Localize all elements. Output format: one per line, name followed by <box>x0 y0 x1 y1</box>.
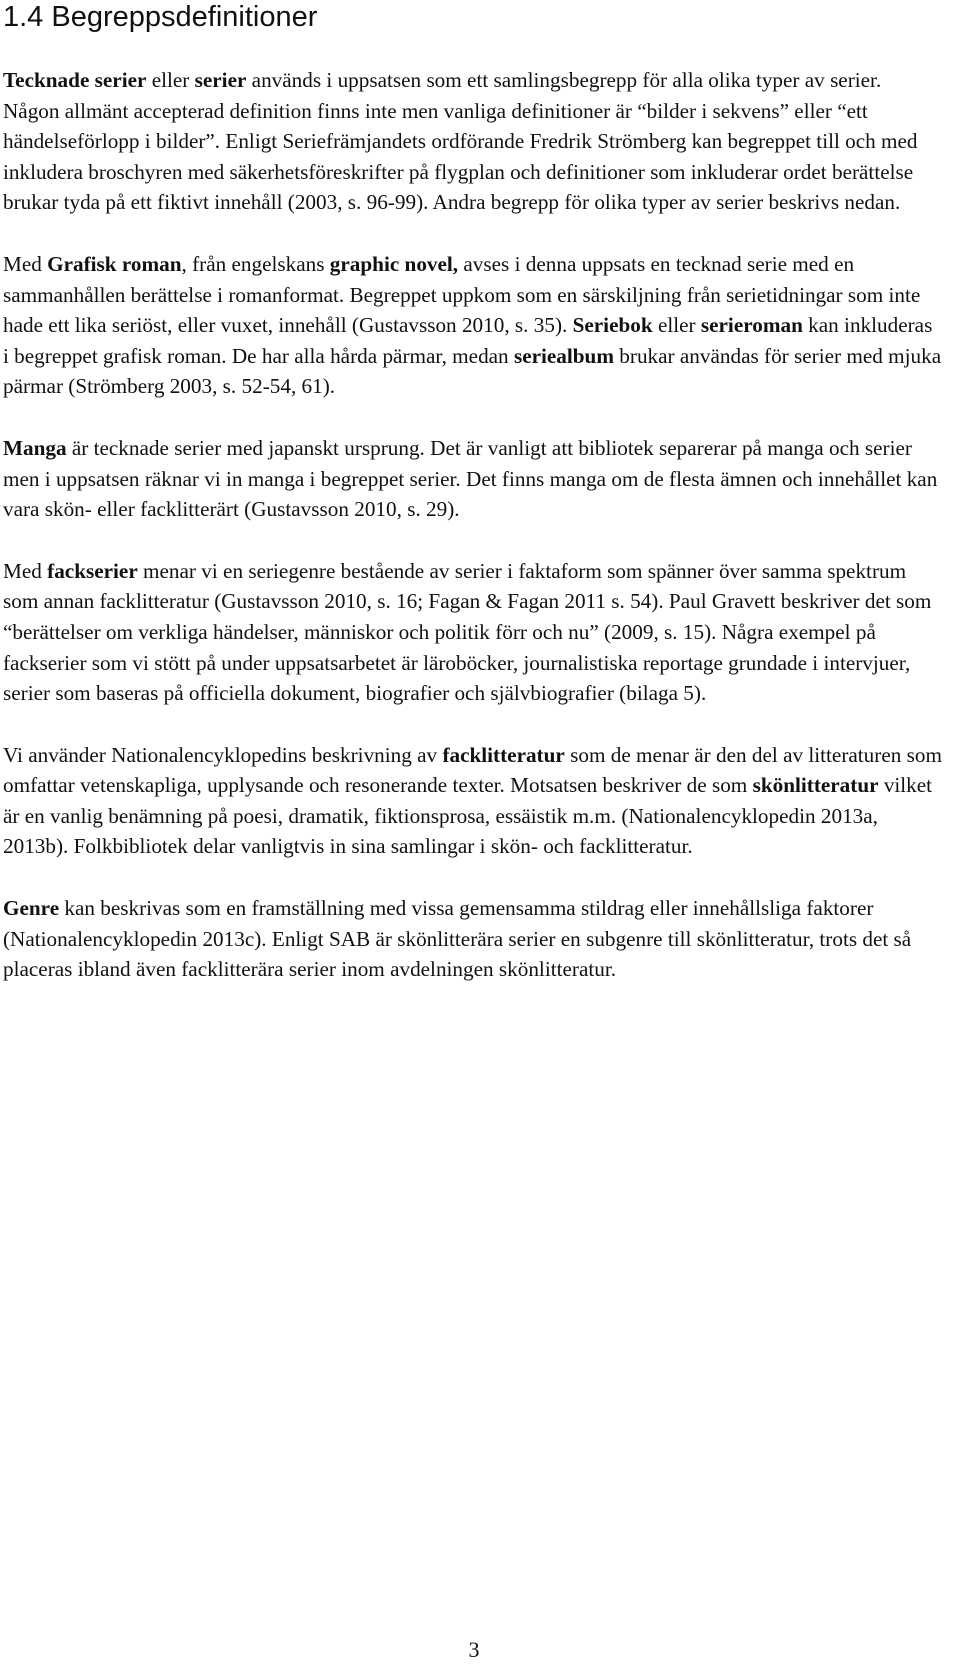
text-run: , från engelskans <box>181 251 330 276</box>
bold-term: facklitteratur <box>442 742 565 767</box>
bold-term: seriealbum <box>513 343 614 368</box>
document-page <box>3 0 943 985</box>
bold-term: Seriebok <box>572 313 653 338</box>
paragraph <box>3 249 943 402</box>
bold-term: graphic novel, <box>329 251 459 276</box>
text-run: avses i denna uppsats en tecknad serie med en sammanhållen berättelse i romanformat. Begreppet uppkom som en särskiljning från serietidningar som inte hade ett lika seriöst, eller vuxet, innehåll (Gustavsson 2010, s. 35). <box>3 251 921 338</box>
text-run: Vi använder Nationalencyklopedins beskrivning av <box>3 742 443 767</box>
paragraph <box>3 433 943 525</box>
section-heading: 1.4 Begreppsdefinitioner <box>3 1 318 33</box>
paragraph <box>3 65 943 218</box>
bold-term: Tecknade serier <box>3 68 147 92</box>
text-run: kan beskrivas som en framställning med vissa gemensamma stildrag eller innehållsliga faktorer (Nationalencyklopedin 2013c). Enligt SAB är skönlitterära serier en subgenre till skönlitteratur, trots det så placeras ibland även facklitterära serier inom avdelningen skönlitteratur. <box>3 896 912 982</box>
paragraph <box>3 893 943 985</box>
text-run: brukar användas för serier med mjuka pärmar (Strömberg 2003, s. 52-54, 61). <box>3 343 942 399</box>
paragraph <box>3 556 943 709</box>
text-run: används i uppsatsen som ett samlingsbegrepp för alla olika typer av serier. Någon allmänt accepterad definition finns inte men vanliga definitioner är “bilder i sekvens” eller “ett händelseförlopp i bilder”. Enligt Seriefrämjandets ordförande Fredrik Strömberg kan begreppet till och med inkludera broschyren med säkerhetsföreskrifter på flygplan och definitioner som inkluderar ordet berättelse brukar tyda på ett fiktivt innehåll (2003, s. 96-99). Andra begrepp för olika typer av serier beskrivs nedan. <box>3 68 918 215</box>
bold-term: Genre <box>3 896 60 921</box>
text-run: Med <box>3 558 48 583</box>
body-text <box>3 65 943 985</box>
bold-term: Grafisk roman <box>47 251 182 276</box>
text-run: eller <box>652 313 701 338</box>
text-run: menar vi en seriegenre bestående av serier i faktaform som spänner över samma spektrum som annan facklitteratur (Gustavsson 2010, s. 16; Fagan & Fagan 2011 s. 54). Paul Gravett beskriver det som “berättelser om verkliga händelser, människor och politik förr och nu” (2009, s. 15). Några exempel på fackserier som vi stött på under uppsatsarbetet är läroböcker, journalistiska reportage grundade i intervjuer, serier som baseras på officiella dokument, biografier och självbiografier (bilaga 5). <box>3 558 932 706</box>
text-run: är tecknade serier med japanskt ursprung. Det är vanligt att bibliotek separerar på manga och serier men i uppsatsen räknar vi in manga i begreppet serier. Det finns manga om de flesta ämnen och innehållet kan vara skön- eller facklitterärt (Gustavsson 2010, s. 29). <box>3 435 938 522</box>
paragraph <box>3 740 943 862</box>
text-run: vilket är en vanlig benämning på poesi, dramatik, fiktionsprosa, essäistik m.m. (Nationalencyklopedin 2013a, 2013b). Folkbibliotek delar vanligtvis in sina samlingar i skön- och facklitteratur. <box>3 773 933 859</box>
bold-term: serier <box>194 68 247 92</box>
text-run: kan inkluderas i begreppet grafisk roman. De har alla hårda pärmar, medan <box>3 313 933 368</box>
text-run: Med <box>3 251 48 276</box>
bold-term: Manga <box>3 435 67 460</box>
text-run: eller <box>146 68 195 92</box>
bold-term: serieroman <box>700 313 803 338</box>
bold-term: skönlitteratur <box>752 773 879 798</box>
text-run: som de menar är den del av litteraturen som omfattar vetenskapliga, upplysande och resonerande texter. Motsatsen beskriver de som <box>3 742 942 798</box>
page-number: 3 <box>468 1637 480 1662</box>
bold-term: fackserier <box>47 558 138 583</box>
